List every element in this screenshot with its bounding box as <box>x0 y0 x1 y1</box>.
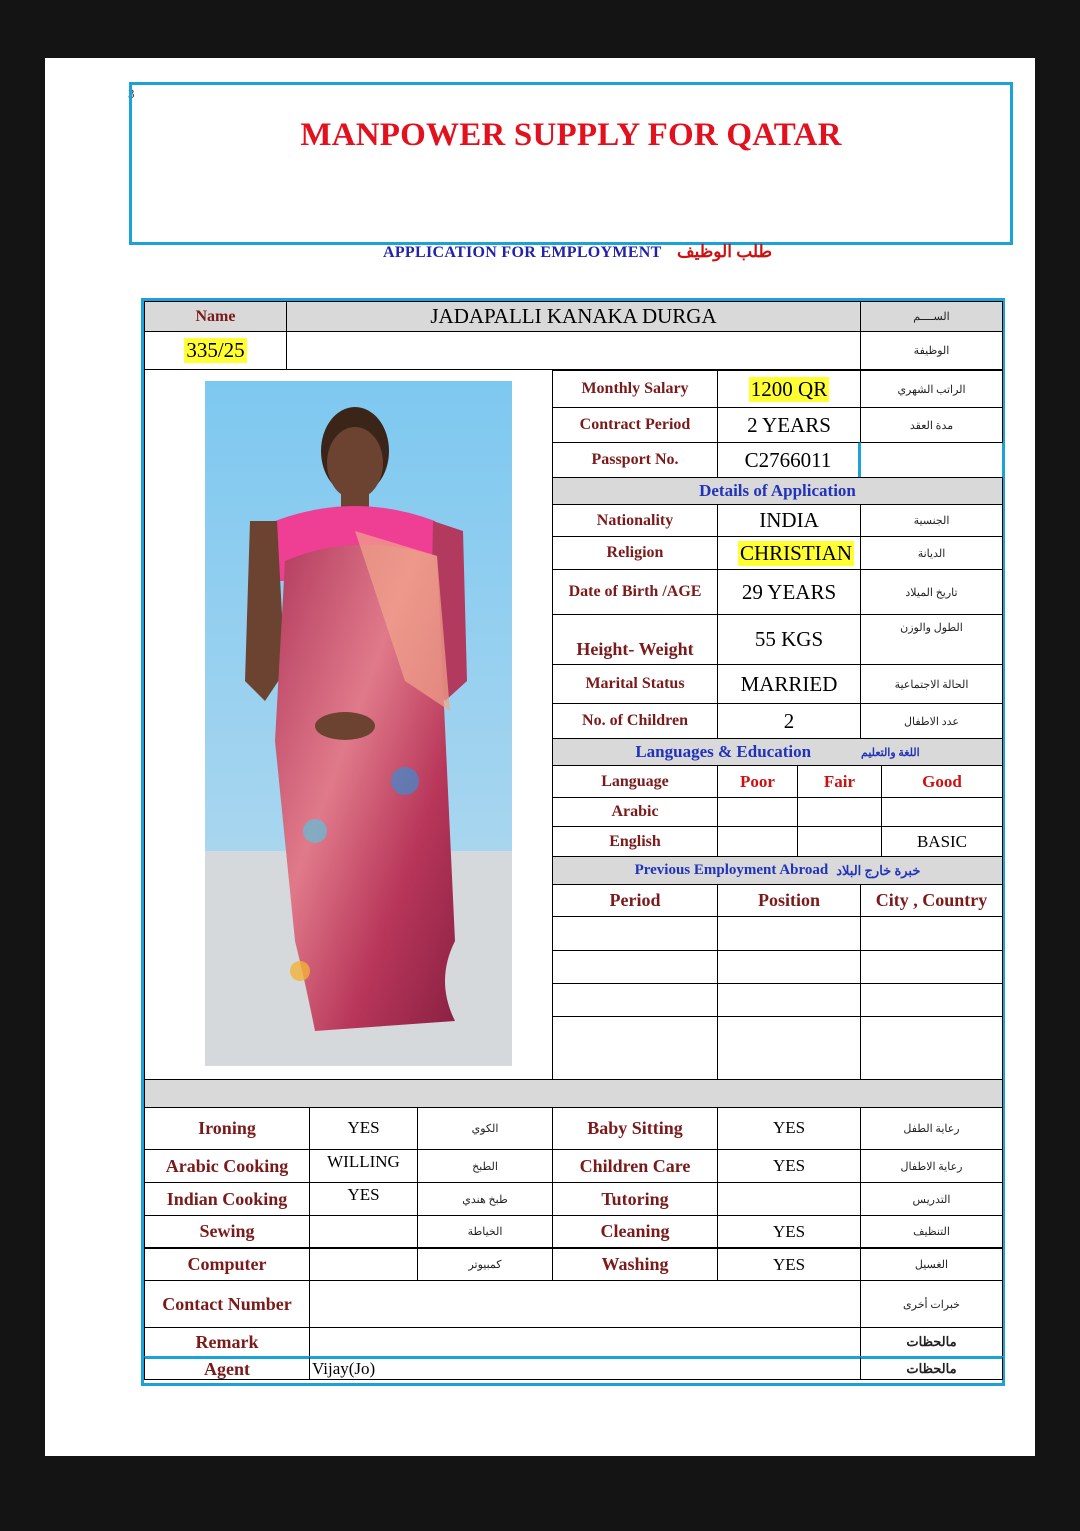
skill-tutoring-arabic: التدريس <box>860 1182 1003 1216</box>
remark-label: Remark <box>144 1327 310 1357</box>
col-position: Position <box>717 884 861 917</box>
skill-ironing-label: Ironing <box>144 1107 310 1150</box>
title-box <box>129 82 1013 245</box>
lang-english-good: BASIC <box>881 826 1003 857</box>
emp-row-1-position <box>717 916 861 951</box>
nationality-value: INDIA <box>717 504 861 537</box>
religion-label: Religion <box>552 536 718 570</box>
skill-ironing-value: YES <box>309 1107 418 1150</box>
marital-value: MARRIED <box>717 664 861 704</box>
application-form <box>45 58 1035 1456</box>
skill-children-care-label: Children Care <box>552 1149 718 1183</box>
employment-heading-arabic: خبرة خارج البلاد <box>836 862 921 878</box>
skill-indian-cooking-arabic: طبخ هندي <box>417 1182 553 1216</box>
height-weight-value: 55 KGS <box>717 614 861 665</box>
monthly-salary-value: 1200 QR <box>750 376 828 401</box>
emp-row-3-period <box>552 983 718 1017</box>
emp-row-2-position <box>717 950 861 984</box>
religion-value: CHRISTIAN <box>740 540 853 565</box>
nationality-arabic: الجنسية <box>860 504 1003 537</box>
skill-tutoring-label: Tutoring <box>552 1182 718 1216</box>
emp-row-3-position <box>717 983 861 1017</box>
section-separator <box>144 1079 1003 1108</box>
corner-mark: 3 <box>128 86 135 101</box>
contract-period-arabic: مدة العقد <box>860 407 1003 443</box>
skill-washing-arabic: الغسيل <box>860 1247 1003 1281</box>
nationality-label: Nationality <box>552 504 718 537</box>
skill-baby-sitting-arabic: رعاية الطفل <box>860 1107 1003 1150</box>
lang-row-arabic: Arabic <box>552 797 718 827</box>
agent-arabic: مالحظات <box>860 1356 1003 1380</box>
languages-heading-arabic: اللغة والتعليم <box>861 746 920 759</box>
agent-value: Vijay(Jo) <box>309 1356 861 1380</box>
name-arabic: الســــم <box>860 301 1003 332</box>
skill-washing-value: YES <box>717 1247 861 1281</box>
monthly-salary-cell <box>717 370 861 408</box>
skill-indian-cooking-value: YES <box>309 1182 418 1216</box>
contact-number-value <box>309 1280 861 1328</box>
height-weight-label: Height- Weight <box>552 614 718 665</box>
languages-heading: Languages & Education <box>635 742 812 761</box>
languages-heading-row <box>552 738 1003 766</box>
skill-children-care-value: YES <box>717 1149 861 1183</box>
emp-row-2-period <box>552 950 718 984</box>
col-language: Language <box>552 765 718 798</box>
children-value: 2 <box>717 703 861 739</box>
lang-english-poor <box>717 826 798 857</box>
lang-row-english: English <box>552 826 718 857</box>
ref-arabic: الوظيفة <box>860 331 1003 370</box>
name-value: JADAPALLI KANAKA DURGA <box>286 301 861 332</box>
children-label: No. of Children <box>552 703 718 739</box>
page-title: MANPOWER SUPPLY FOR QATAR <box>300 117 842 153</box>
children-arabic: عدد الاطفال <box>860 703 1003 739</box>
skill-sewing-arabic: الخياطة <box>417 1215 553 1248</box>
skill-tutoring-value <box>717 1182 861 1216</box>
religion-arabic: الديانة <box>860 536 1003 570</box>
skill-computer-arabic: كمبيوتر <box>417 1247 553 1281</box>
skill-computer-label: Computer <box>144 1247 310 1281</box>
skill-baby-sitting-value: YES <box>717 1107 861 1150</box>
dob-label: Date of Birth /AGE <box>552 569 718 615</box>
skill-sewing-value <box>309 1215 418 1248</box>
remark-arabic: مالحظات <box>860 1327 1003 1357</box>
skill-sewing-label: Sewing <box>144 1215 310 1248</box>
monthly-salary-arabic: الراتب الشهري <box>860 370 1003 408</box>
height-weight-arabic: الطول والوزن <box>860 614 1003 665</box>
skill-children-care-arabic: رعاية الاطفال <box>860 1149 1003 1183</box>
lang-english-fair <box>797 826 882 857</box>
skill-indian-cooking-label: Indian Cooking <box>144 1182 310 1216</box>
skill-computer-value <box>309 1247 418 1281</box>
skill-arabic-cooking-value: WILLING <box>309 1149 418 1183</box>
applicant-photo-image <box>205 381 512 1066</box>
remark-value <box>309 1327 861 1357</box>
details-heading: Details of Application <box>552 477 1003 505</box>
dob-value: 29 YEARS <box>717 569 861 615</box>
skill-arabic-cooking-arabic: الطبخ <box>417 1149 553 1183</box>
name-label: Name <box>144 301 287 332</box>
emp-row-4-period <box>552 1016 718 1080</box>
lang-arabic-fair <box>797 797 882 827</box>
marital-arabic: الحالة الاجتماعية <box>860 664 1003 704</box>
contact-number-arabic: خبرات أخرى <box>860 1280 1003 1328</box>
dob-arabic: تاريخ الميلاد <box>860 569 1003 615</box>
contact-number-label: Contact Number <box>144 1280 310 1328</box>
agent-label: Agent <box>144 1356 310 1380</box>
passport-value: C2766011 <box>717 442 861 478</box>
marital-label: Marital Status <box>552 664 718 704</box>
contract-period-label: Contract Period <box>552 407 718 443</box>
col-poor: Poor <box>717 765 798 798</box>
skill-baby-sitting-label: Baby Sitting <box>552 1107 718 1150</box>
col-period: Period <box>552 884 718 917</box>
col-city-country: City , Country <box>860 884 1003 917</box>
skill-cleaning-arabic: التنظيف <box>860 1215 1003 1248</box>
employment-heading-row <box>552 856 1003 885</box>
subtitle-arabic: طلب الوظيف <box>677 242 773 261</box>
contract-period-value: 2 YEARS <box>717 407 861 443</box>
ref-blank <box>286 331 861 370</box>
skill-cleaning-label: Cleaning <box>552 1215 718 1248</box>
monthly-salary-label: Monthly Salary <box>552 370 718 408</box>
applicant-photo <box>205 381 512 1066</box>
subtitle: APPLICATION FOR EMPLOYMENT <box>383 244 662 261</box>
emp-row-2-city <box>860 950 1003 984</box>
skill-washing-label: Washing <box>552 1247 718 1281</box>
lang-arabic-good <box>881 797 1003 827</box>
emp-row-4-position <box>717 1016 861 1080</box>
skill-arabic-cooking-label: Arabic Cooking <box>144 1149 310 1183</box>
col-fair: Fair <box>797 765 882 798</box>
lang-arabic-poor <box>717 797 798 827</box>
emp-row-1-period <box>552 916 718 951</box>
religion-cell <box>717 536 861 570</box>
skill-cleaning-value: YES <box>717 1215 861 1248</box>
emp-row-1-city <box>860 916 1003 951</box>
reference-number: 335/25 <box>186 338 245 362</box>
ref-cell <box>144 331 287 370</box>
emp-row-3-city <box>860 983 1003 1017</box>
passport-label: Passport No. <box>552 442 718 478</box>
col-good: Good <box>881 765 1003 798</box>
employment-heading: Previous Employment Abroad <box>634 862 829 878</box>
emp-row-4-city <box>860 1016 1003 1080</box>
skill-ironing-arabic: الكوي <box>417 1107 553 1150</box>
